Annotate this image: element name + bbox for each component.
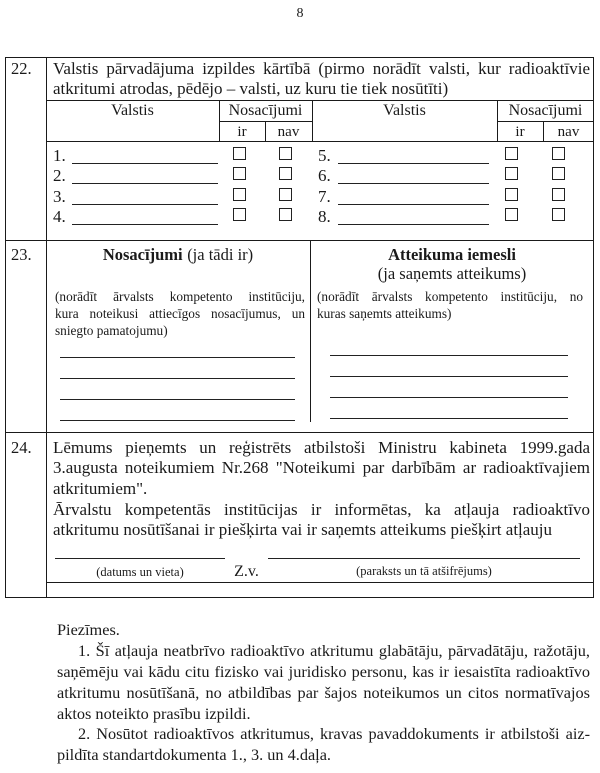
country-input-2[interactable] [72,183,218,184]
signature-row-border [46,582,594,583]
conditions-no-checkbox-2[interactable] [279,167,292,180]
conditions-input-4[interactable] [60,420,295,421]
section-heading-line: atkritumi atrodas, pēdējo – valsti, uz kuru tie tiek nosūtīti) [53,79,449,98]
country-input-4[interactable] [72,224,218,225]
section-heading-line: Valstis pārvadājuma izpildes kārtībā (pirmo norādīt valsti, kur radioaktīvie [53,59,590,78]
col-header-yes: ir [237,124,247,140]
decision-text-line: Ārvalstu kompetentās institūcijas ir informētas, ka atļauja radioaktīvo [53,500,590,519]
conditions-heading [46,245,310,265]
refusal-hint-line: (norādīt ārvalsts kompetento institūciju, no [317,289,583,304]
note-item-2-line: pildīta standartdokumenta 1., 3. un 4.daļa. [57,745,332,764]
country-input-1[interactable] [72,163,218,164]
refusal-input-3[interactable] [330,397,568,398]
refusal-hint-line: kuras saņemts atteikums) [317,306,452,321]
country-input-7[interactable] [338,204,489,205]
refusal-qualifier: (ja saņemts atteikums) [377,264,527,283]
refusal-input-1[interactable] [330,355,568,356]
decision-text-line: 3.augusta noteikumiem Nr.268 "Noteikumi par darbībām ar radioaktīvajiem [53,458,590,477]
note-item-2-line: 2. Nosūtot radioaktīvos atkritumus, kravas pavaddokuments ir atbilstoši aiz- [78,724,590,743]
conditions-no-checkbox-5[interactable] [552,147,565,160]
section-number: 24. [11,438,32,457]
conditions-no-checkbox-6[interactable] [552,167,565,180]
conditions-no-checkbox-3[interactable] [279,188,292,201]
conditions-yes-checkbox-3[interactable] [233,188,246,201]
notes-title: Piezīmes. [57,620,120,639]
conditions-no-checkbox-4[interactable] [279,208,292,221]
conditions-yes-checkbox-7[interactable] [505,188,518,201]
country-input-8[interactable] [338,224,489,225]
country-row-label: 3. [53,187,66,206]
number-column-divider [46,57,47,598]
note-item-1-line: aktos noteikto prasību izpildi. [57,704,251,723]
country-input-3[interactable] [72,204,218,205]
country-row-label: 7. [318,187,331,206]
refusal-input-2[interactable] [330,376,568,377]
decision-text-line: Lēmums pieņemts un reģistrēts atbilstoši Ministru kabineta 1999.gada [53,438,590,457]
conditions-yes-checkbox-2[interactable] [233,167,246,180]
conditions-hint-line: kura noteikusi attiecīgos nosacījumus, un [55,306,305,321]
conditions-hint-line: sniegto pamatojumu) [55,323,168,338]
decision-text-line: atkritumiem". [53,479,148,498]
conditions-no-checkbox-8[interactable] [552,208,565,221]
conditions-yes-checkbox-4[interactable] [233,208,246,221]
refusal-input-4[interactable] [330,418,568,419]
country-input-6[interactable] [338,183,489,184]
conditions-no-checkbox-7[interactable] [552,188,565,201]
conditions-yes-checkbox-5[interactable] [505,147,518,160]
col-header-conditions: Nosacījumi [508,102,583,119]
col-header-countries: Valstis [111,102,154,119]
conditions-qualifier: (ja tādi ir) [187,245,254,264]
page-number: 8 [296,6,304,21]
conditions-input-3[interactable] [60,399,295,400]
section-number: 23. [11,245,32,264]
conditions-title: Nosacījumi [102,245,183,264]
conditions-no-checkbox-1[interactable] [279,147,292,160]
col-header-no: nav [277,124,300,140]
country-row-label: 2. [53,166,66,185]
country-row-label: 6. [318,166,331,185]
signature-label: (paraksts un tā atšifrējums) [356,564,492,578]
conditions-yes-checkbox-8[interactable] [505,208,518,221]
section-number: 22. [11,59,32,78]
conditions-input-1[interactable] [60,357,295,358]
country-row-label: 8. [318,207,331,226]
conditions-yes-checkbox-1[interactable] [233,147,246,160]
signature-input[interactable] [268,558,580,559]
conditions-yes-checkbox-6[interactable] [505,167,518,180]
conditions-hint-line: (norādīt ārvalsts kompetento institūciju, [55,289,305,304]
country-input-5[interactable] [338,163,489,164]
decision-text-line: atkritumu nosūtīšanai ir piešķirta vai ir saņemts atteikums piešķirt atļauju [53,520,553,539]
row-divider [5,240,594,241]
row-divider [5,432,594,433]
country-row-label: 4. [53,207,66,226]
date-place-input[interactable] [55,558,225,559]
country-row-label: 5. [318,146,331,165]
date-place-label: (datums un vieta) [96,565,184,579]
note-item-1-line: 1. Šī atļauja neatbrīvo radioaktīvo atkritumu glabātāju, pārvadātāju, ražotāju, [78,641,590,660]
seal-place-label: Z.v. [234,563,259,580]
col-header-no: nav [557,124,580,140]
col-header-conditions: Nosacījumi [228,102,303,119]
conditions-input-2[interactable] [60,378,295,379]
note-item-1-line: saņēmēju vai kādu citu fizisko vai juridisko personu, kas ir iesaistīta radioaktīvo [57,662,590,681]
col-header-countries: Valstis [383,102,426,119]
country-row-label: 1. [53,146,66,165]
note-item-1-line: atkritumu nosūtīšanā, no atbildības par šajos noteikumos un citos normatīvajos [57,683,590,702]
col-header-yes: ir [515,124,525,140]
refusal-title: Atteikuma iemesli [388,245,516,264]
